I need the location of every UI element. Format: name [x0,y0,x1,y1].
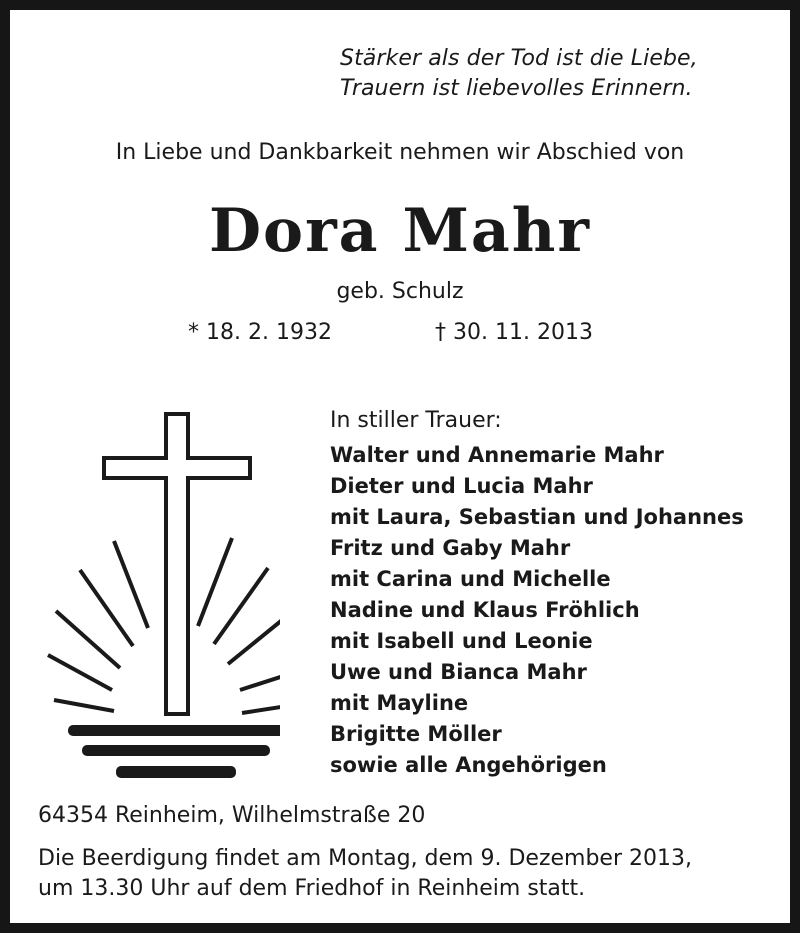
motto-line-2: Trauern ist liebevolles Erinnern. [340,76,693,101]
list-item: mit Laura, Sebastian und Johannes [330,505,744,529]
list-item: Uwe und Bianca Mahr [330,660,587,684]
death-date: † 30. 11. 2013 [435,320,593,345]
list-item: sowie alle Angehörigen [330,753,607,777]
funeral-line-2: um 13.30 Uhr auf dem Friedhof in Reinheim statt. [38,876,586,901]
list-item: mit Isabell und Leonie [330,629,593,653]
funeral-info [38,844,692,904]
address: 64354 Reinheim, Wilhelmstraße 20 [38,803,426,828]
mourning-label: In stiller Trauer: [330,408,502,433]
deceased-name: Dora Mahr [209,196,591,266]
funeral-line-1: Die Beerdigung findet am Montag, dem 9. Dezember 2013, [38,846,692,871]
intro-text: In Liebe und Dankbarkeit nehmen wir Abschied von [115,140,685,165]
list-item: mit Carina und Michelle [330,567,611,591]
birth-date: * 18. 2. 1932 [188,320,332,345]
list-item: Fritz und Gaby Mahr [330,536,571,560]
motto-quote [340,44,770,104]
list-item: Walter und Annemarie Mahr [330,443,664,467]
mourners-list [330,440,744,781]
cross-with-rising-sun-icon [30,400,280,790]
list-item: mit Mayline [330,691,469,715]
birth-name: geb. Schulz [336,279,464,304]
list-item: Brigitte Möller [330,722,502,746]
list-item: Dieter und Lucia Mahr [330,474,593,498]
motto-line-1: Stärker als der Tod ist die Liebe, [340,46,698,71]
list-item: Nadine und Klaus Fröhlich [330,598,640,622]
